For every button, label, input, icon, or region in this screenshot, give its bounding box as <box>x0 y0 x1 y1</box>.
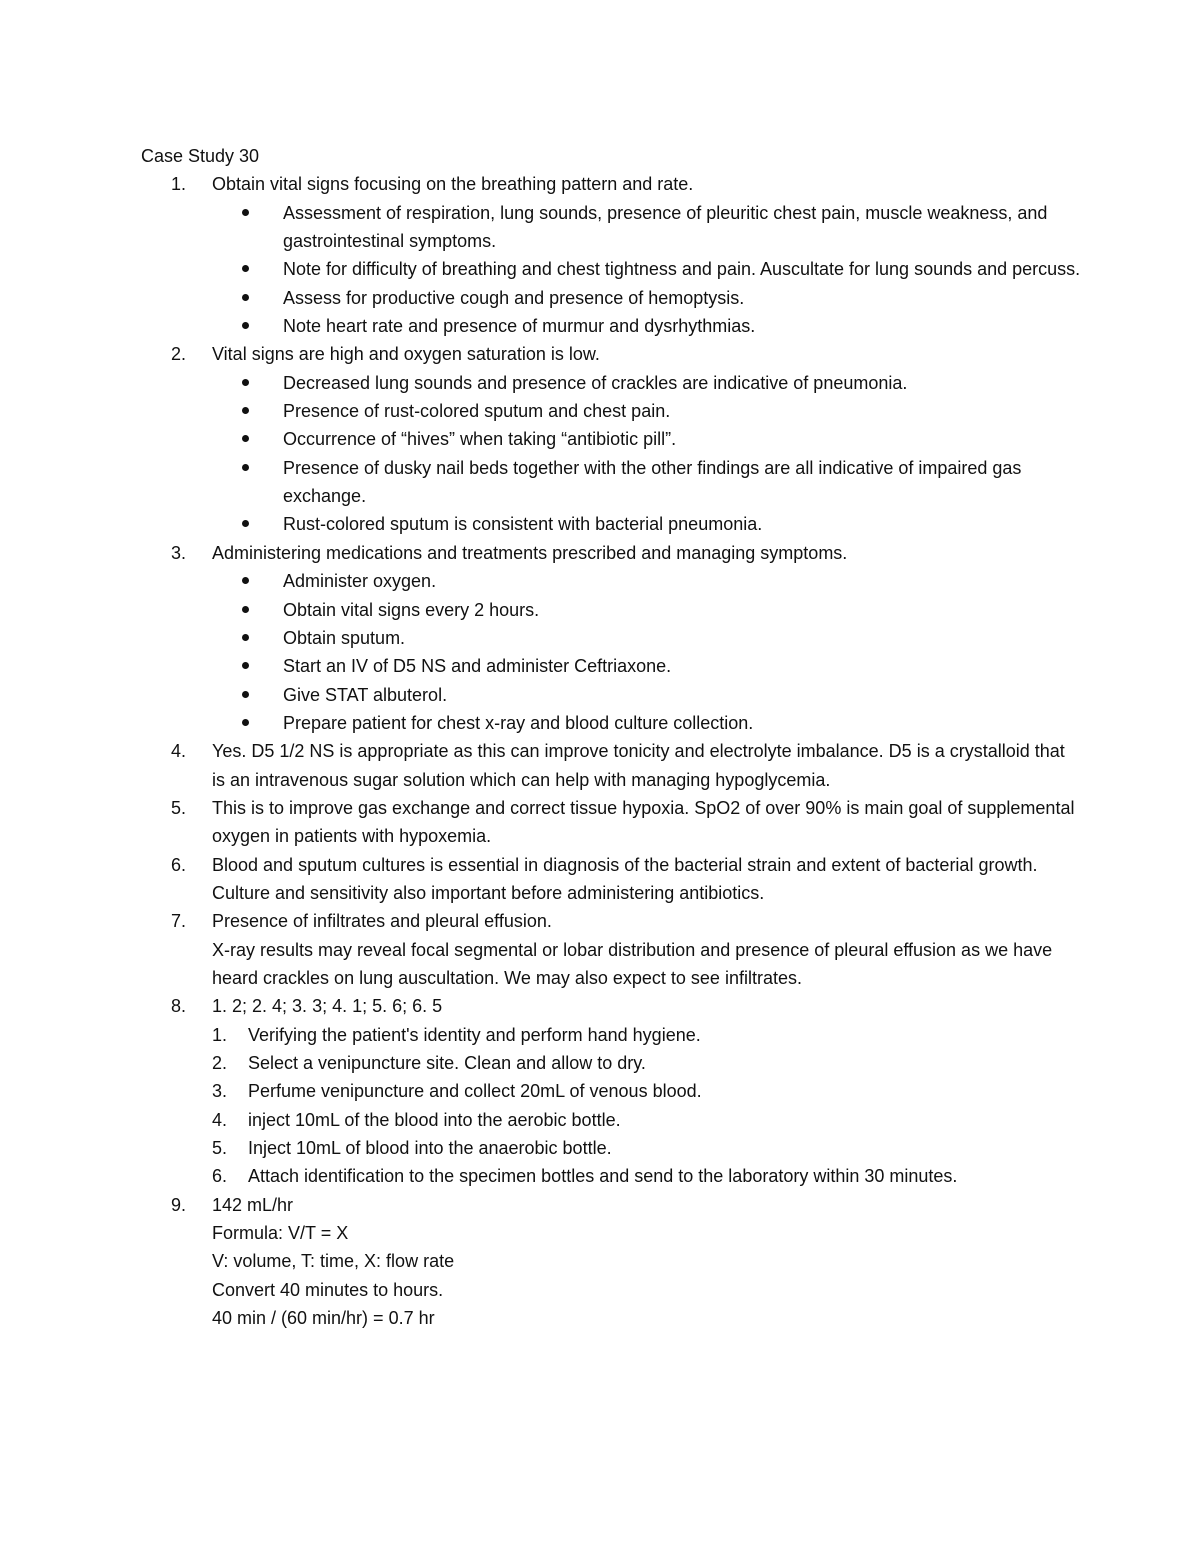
item-number: 9. <box>171 1194 187 1215</box>
bullet-list <box>212 199 1081 341</box>
bullet-text: Start an IV of D5 NS and administer Ceftriaxone. <box>283 656 672 677</box>
bullet-item <box>212 567 1081 595</box>
numbered-item-2 <box>141 340 1081 538</box>
item-text: Vital signs are high and oxygen saturation is low. <box>212 344 600 365</box>
item-number: 2. <box>171 344 187 365</box>
sub-item-text: inject 10mL of the blood into the aerobic bottle. <box>248 1109 621 1130</box>
sub-item-text: Verifying the patient's identity and perform hand hygiene. <box>248 1024 701 1045</box>
bullet-item <box>212 312 1081 340</box>
bullet-item <box>212 397 1081 425</box>
bullet-item <box>212 624 1081 652</box>
bullet-icon <box>242 265 249 272</box>
sub-list-item <box>212 1134 1081 1162</box>
item-text: Obtain vital signs focusing on the breathing pattern and rate. <box>212 174 694 195</box>
item-number: 4. <box>171 741 187 762</box>
bullet-text: Note heart rate and presence of murmur and dysrhythmias. <box>283 316 756 337</box>
formula-line: Formula: V/T = X <box>212 1223 349 1244</box>
item-continuation-text: Culture and sensitivity also important before administering antibiotics. <box>212 882 765 903</box>
numbered-item-7 <box>141 907 1081 992</box>
numbered-item-4 <box>141 737 1081 794</box>
numbered-item-3 <box>141 539 1081 737</box>
bullet-item <box>212 284 1081 312</box>
bullet-text: Note for difficulty of breathing and chest tightness and pain. Auscultate for lung sounds and percuss. <box>283 259 1081 280</box>
bullet-text: Administer oxygen. <box>283 571 437 592</box>
item-text: 1. 2; 2. 4; 3. 3; 4. 1; 5. 6; 6. 5 <box>212 996 443 1017</box>
bullet-icon <box>242 322 249 329</box>
sub-numbered-list <box>212 1021 1081 1191</box>
item-text: This is to improve gas exchange and correct tissue hypoxia. SpO2 of over 90% is main goal of supplemental oxygen in patients with hypoxemia. <box>212 797 1075 847</box>
bullet-icon <box>242 209 249 216</box>
bullet-icon <box>242 379 249 386</box>
item-text: Administering medications and treatments prescribed and managing symptoms. <box>212 542 848 563</box>
bullet-item <box>212 652 1081 680</box>
item-text: Blood and sputum cultures is essential in diagnosis of the bacterial strain and extent of bacterial growth. <box>212 854 1038 875</box>
bullet-item <box>212 425 1081 453</box>
conversion-instruction-line: Convert 40 minutes to hours. <box>212 1279 444 1300</box>
bullet-text: Obtain sputum. <box>283 627 406 648</box>
bullet-item <box>212 510 1081 538</box>
bullet-icon <box>242 606 249 613</box>
bullet-list <box>212 567 1081 737</box>
item-text: Yes. D5 1/2 NS is appropriate as this can improve tonicity and electrolyte imbalance. D5 is a crystalloid that is an intravenous sugar solution which can help with managing hypoglycemia. <box>212 741 1065 790</box>
bullet-item <box>212 596 1081 624</box>
bullet-icon <box>242 662 249 669</box>
sub-list-item <box>212 1049 1081 1077</box>
sub-item-number: 5. <box>212 1138 228 1159</box>
bullet-icon <box>242 691 249 698</box>
numbered-item-1 <box>141 170 1081 340</box>
bullet-item <box>212 681 1081 709</box>
bullet-icon <box>242 435 249 442</box>
conversion-calculation-line: 40 min / (60 min/hr) = 0.7 hr <box>212 1308 435 1329</box>
item-number: 8. <box>171 996 187 1017</box>
numbered-item-6 <box>141 851 1081 908</box>
bullet-text: Rust-colored sputum is consistent with bacterial pneumonia. <box>283 514 763 535</box>
sub-list-item <box>212 1077 1081 1105</box>
sub-item-number: 6. <box>212 1166 228 1187</box>
sub-list-item <box>212 1106 1081 1134</box>
bullet-item <box>212 709 1081 737</box>
bullet-text: Decreased lung sounds and presence of crackles are indicative of pneumonia. <box>283 372 908 393</box>
item-number: 3. <box>171 542 187 563</box>
sub-item-number: 3. <box>212 1081 228 1102</box>
sub-list-item <box>212 1162 1081 1190</box>
item-text: Presence of infiltrates and pleural effusion. <box>212 911 552 932</box>
item-number: 6. <box>171 854 187 875</box>
bullet-text: Assess for productive cough and presence of hemoptysis. <box>283 287 745 308</box>
item-text: 142 mL/hr <box>212 1194 294 1215</box>
bullet-text: Presence of rust-colored sputum and chest pain. <box>283 401 671 422</box>
document-body <box>141 142 1081 1332</box>
bullet-icon <box>242 520 249 527</box>
formula-legend-line: V: volume, T: time, X: flow rate <box>212 1251 455 1272</box>
bullet-icon <box>242 577 249 584</box>
sub-item-number: 4. <box>212 1109 228 1130</box>
bullet-item <box>212 199 1081 256</box>
sub-item-text: Attach identification to the specimen bottles and send to the laboratory within 30 minutes. <box>248 1166 958 1187</box>
item-continuation-text: X-ray results may reveal focal segmental or lobar distribution and presence of pleural effusion as we have heard crackles on lung auscultation. We may also expect to see infiltrates. <box>212 939 1053 988</box>
bullet-item <box>212 369 1081 397</box>
bullet-text: Assessment of respiration, lung sounds, presence of pleuritic chest pain, muscle weakness, and gastrointestinal symptoms. <box>283 202 1048 252</box>
bullet-text: Presence of dusky nail beds together with the other findings are all indicative of impaired gas exchange. <box>283 457 1022 507</box>
bullet-list <box>212 369 1081 539</box>
numbered-item-9 <box>141 1191 1081 1333</box>
bullet-text: Prepare patient for chest x-ray and blood culture collection. <box>283 712 754 733</box>
item-number: 1. <box>171 174 187 195</box>
bullet-text: Obtain vital signs every 2 hours. <box>283 599 540 620</box>
bullet-text: Occurrence of “hives” when taking “antibiotic pill”. <box>283 429 677 450</box>
bullet-icon <box>242 294 249 301</box>
sub-item-number: 1. <box>212 1024 228 1045</box>
numbered-item-5 <box>141 794 1081 851</box>
sub-list-item <box>212 1021 1081 1049</box>
sub-item-text: Inject 10mL of blood into the anaerobic bottle. <box>248 1138 612 1159</box>
bullet-icon <box>242 719 249 726</box>
document-title: Case Study 30 <box>141 146 260 166</box>
item-number: 7. <box>171 911 187 932</box>
sub-item-text: Perfume venipuncture and collect 20mL of venous blood. <box>248 1081 702 1102</box>
bullet-item <box>212 255 1081 283</box>
bullet-icon <box>242 634 249 641</box>
sub-item-number: 2. <box>212 1053 228 1073</box>
numbered-item-8 <box>141 992 1081 1190</box>
bullet-item <box>212 454 1081 511</box>
bullet-text: Give STAT albuterol. <box>283 684 448 705</box>
bullet-icon <box>242 464 249 471</box>
sub-item-text: Select a venipuncture site. Clean and allow to dry. <box>248 1053 646 1073</box>
bullet-icon <box>242 407 249 414</box>
item-number: 5. <box>171 797 187 818</box>
